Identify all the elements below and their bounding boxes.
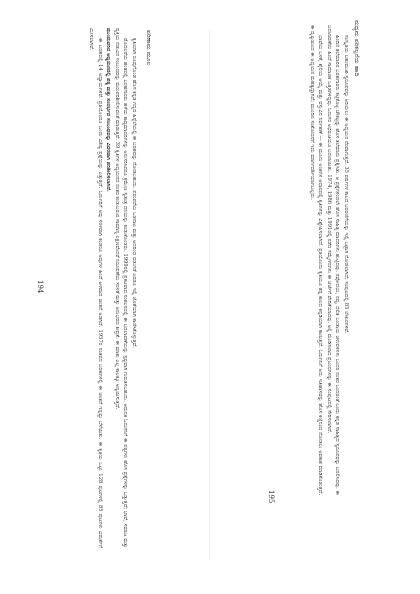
- paragraph: ಮುಂದುವರಿದ ಅಧ್ಯಯನದಲ್ಲಿ ಪಠ್ಯ ಮತ್ತು ಸಂದರ್ಭದ ಸಂಬಂಧವನ್ನು ವಿವರವಾಗಿ ಪರಿಶೀಲಿಸಲಾಗಿದೆ.: [105, 28, 112, 192]
- page-number: 194: [36, 280, 44, 294]
- paragraph: ಕೃತಿಯಾಗಿ ರೂಪುಗೊಂಡ ಹೊಸ ಕನ್ನಡ ಗದ್ಯದ ಹಿನ್ನೆಲೆಯಲ್ಲಿ ಈ ಬರಹವನ್ನು ನೋಡಬಹುದು. ಪರಂಪರೆಯ ಒಡನಾಟ ಮತ್ತು ಅದರಿಂದ ಬಿಡುಗಡೆ ಎರಡೂ ಇಲ್ಲಿ ಜೊತೆಯಾಗಿ ಕಾಣಿಸಿಕೊಳ್ಳುತ್ತವೆ.: [131, 38, 137, 348]
- running-head: ಪರಿಣಾಮ ಮೂಲ: [145, 30, 152, 66]
- right-page: [210, 0, 420, 594]
- paragraph: ಹಿಂದಿನ ತಲೆಮಾರಿನ ಬರಹಗಾರರು ಕಟ್ಟಿಕೊಟ್ಟ ಚೌಕಟ್ಟನ್ನು ಹೊಸ ತಲೆಮಾರು ಪ್ರಶ್ನಿಸಿತು. ಆ ಪ್ರಶ್ನೆಗಳಿಂದಲೇ ಹೊಸ ಸಾಹಿತ್ಯ ಮಾದರಿಗಳು ಹುಟ್ಟಿದವು. ನವೋದಯ, ನವ್ಯ, ದಲಿತ ಬಂಡಾಯ ಚಳುವಳಿಗಳು ಒಂದರ ನಂತರ ಒಂದರಂತೆ ಬಂದು ಕನ್ನಡ ಸಾಹಿತ್ಯದ ಸ್ವರೂಪವನ್ನು ಬದಲಿಸಿದವು. ಈ ಬದಲಾವಣೆಯ ಹಿಂದೆ ಸಾಮಾಜಿಕ ಒತ್ತಡಗಳಿದ್ದವು. ಓದುಗರ ಅಭಿರುಚಿಯೂ ಬದಲಾಯಿತು. 1974, 1986 ಮತ್ತು 1991ರಲ್ಲಿ ನಡೆದ ಸಮ್ಮೇಳನಗಳು ಈ ಚರ್ಚೆಗೆ ವೇದಿಕೆಯಾದವು. ಅಲ್ಲಿ ಮಂಡಿಸಲಾದ ಪ್ರಬಂಧಗಳನ್ನು ಈ ಸಂಪುಟದಲ್ಲಿ ಸೇರಿಸಲಾಗಿದೆ.: [325, 25, 341, 495]
- paragraph: ಮೊದಲನೆಯ ಹಂತದಲ್ಲಿ ಬರಹಗಾರರು ಹಳೆಯ ಕಾವ್ಯಮಾದರಿಗಳನ್ನು ಅನುಸರಿಸಿದರೂ ಕ್ರಮೇಣ ಸ್ವತಂತ್ರ ದನಿಯನ್ನು ಕಂಡುಕೊಂಡರು. 1999ರಲ್ಲಿ ಪ್ರಕಟವಾದ ಸಂಕಲನದಲ್ಲಿ ಈ ಬದಲಾವಣೆಯನ್ನು ಸ್ಪಷ್ಟವಾಗಿ ಗುರುತಿಸಬಹುದು. ಆಧುನಿಕ ಓದುಗನಿಗೆ ಈ ಪಠ್ಯಗಳು ಹೊಸ ಪ್ರಶ್ನೆಗಳನ್ನು ಒಡ್ಡುತ್ತವೆ; ಭಾಷೆ, ಸಮಾಜ ಮತ್ತು ವ್ಯಕ್ತಿಯ ನಡುವಿನ ಸಂಬಂಧವನ್ನು ಮರುಪರಿಶೀಲಿಸುವಂತೆ ಮಾಡುತ್ತವೆ. 39 ಕೃತಿಗಳ ಅಧ್ಯಯನದ ನಂತರ ಕಂಡುಬರುವ ಸಾಮಾನ್ಯ ಲಕ್ಷಣವೆಂದರೆ ನಿರೂಪಣೆಯ ಸರಳತೆ ಮತ್ತು ಅನುಭವದ ತೀವ್ರತೆ. ಈ ಮಾತು ಎಲ್ಲ ಕಾಲಕ್ಕೂ ಅನ್ವಯಿಸುತ್ತದೆ.: [113, 28, 129, 548]
- paragraph: ಭಾಷೆಯ ಬಳಕೆ, ಶೈಲಿಯ ಆಯ್ಕೆ ಮತ್ತು ವಸ್ತುವಿನ ನಿರ್ವಹಣೆ — ಈ ಮೂರು ಅಂಶಗಳ ಆಧಾರದಲ್ಲಿ ಕೃತಿಗಳನ್ನು ವಿಶ್ಲೇಷಿಸಲಾಗಿದೆ. ಪ್ರತಿಯೊಂದು ಕೃತಿಯೂ ತನ್ನ ಕಾಲದ ಕನ್ನಡಿಯಾಗಿ ಕಾಣುತ್ತದೆ. ಓದುಗನಿಗೆ ಅದು ಇತಿಹಾಸವನ್ನು ಹೊಸ ಕಣ್ಣಿನಿಂದ ನೋಡಲು ಅವಕಾಶ ಮಾಡಿಕೊಡುತ್ತದೆ. ಈ ದೃಷ್ಟಿಯಿಂದ ಈ ಅಧ್ಯಯನ ಮಹತ್ವದ್ದಾಗಿದೆ; ಮುಂದಿನ ಸಂಶೋಧನೆಗೆ ಇದು ಮಾರ್ಗದರ್ಶಿಯಾಗಬಲ್ಲದು.: [308, 25, 324, 495]
- running-head: ಮಧ್ಯಮ ಪರಿಕಲ್ಪನೆಯ ಹಾದಿ: [353, 20, 360, 77]
- body-text: [46, 28, 138, 548]
- paragraph: ಸಂಸ್ಕೃತಿಯ ಬಹುಮುಖಿ ಸ್ವರೂಪವನ್ನು ಅರಿಯಲು ಈ ಅಧ್ಯಯನ ನೆರವಾಗುತ್ತದೆ. 35 ವರ್ಷಗಳ ಕಾಲದ ಬರವಣಿಗೆಯನ್ನು ಇಲ್ಲಿ ಒಟ್ಟಾಗಿ ನೋಡಲಾಗಿದೆ; ಸಂಪುಟದಲ್ಲಿ 85 ಲೇಖನಗಳಿವೆ.: [343, 35, 349, 334]
- paragraph: ಈ ಬರಹದಲ್ಲಿ 14 ಅಧ್ಯಾಯಗಳಿವೆ. ಪ್ರತಿಯೊಂದೂ ಒಂದು ವಿಶಿಷ್ಟ ಪ್ರಶ್ನೆಯನ್ನು ಎತ್ತುತ್ತದೆ. ಓದುಗರಿಗೆ ಅವು ಸರಳವಾಗಿ ಕಂಡರೂ ಅವುಗಳ ಹಿಂದೆ ಆಳವಾದ ಚಿಂತನೆ ಅಡಗಿದೆ. 1957ರ ನಂತರದ ಬರಹಗಳಲ್ಲಿ ಈ ಚಿಂತನೆ ಇನ್ನಷ್ಟು ಬೆಳೆಯಿತು. ಈ ಕೃತಿಯ ಒಟ್ಟು 128 ಪುಟಗಳಲ್ಲಿ 85 ಪುಟಗಳು ವಿಮರ್ಶೆಗೆ ಮೀಸಲಾಗಿವೆ.: [88, 28, 103, 548]
- page-number: 195: [267, 490, 275, 504]
- body-text: [260, 25, 350, 495]
